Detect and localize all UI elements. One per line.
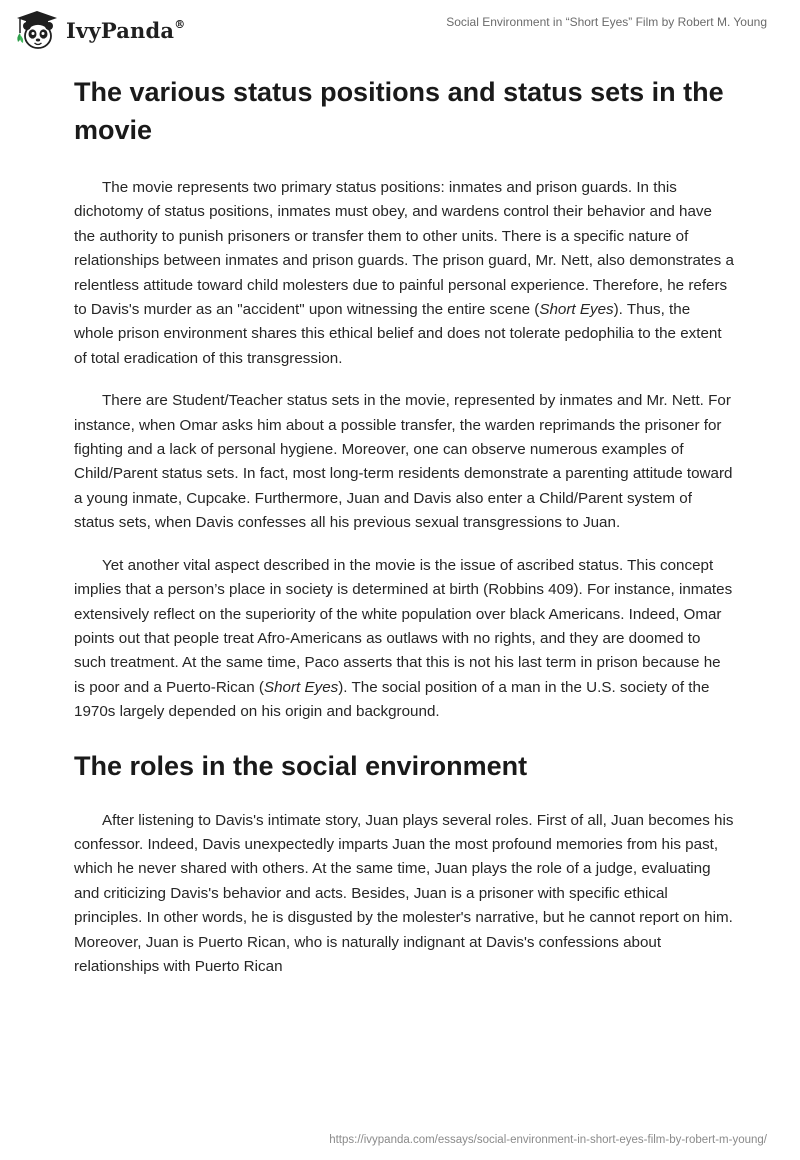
page-header bbox=[0, 0, 800, 60]
paragraph: Yet another vital aspect described in the movie is the issue of ascribed status. This concept implies that a person’s place in society is determined at birth (Robbins 409). For instance, inmates extensively reflect on the superiority of the white population over black Americans. Indeed, Omar points out that people treat Afro-Americans as outlaws with no rights, and they are doomed to such treatment. At the same time, Paco asserts that this is not his last term in prison because he is poor and a Puerto-Rican (Short Eyes). The social position of a man in the U.S. society of the 1970s largely depended on his origin and background. bbox=[74, 556, 733, 721]
section-heading-status: The various status positions and status sets in the movie bbox=[74, 77, 724, 145]
logo-wordmark: IvyPanda® bbox=[66, 17, 186, 43]
document-title: Social Environment in “Short Eyes” Film by Robert M. Young bbox=[446, 15, 767, 29]
paragraph: There are Student/Teacher status sets in the movie, represented by inmates and Mr. Nett. For instance, when Omar asks him about a possible transfer, the warden reprimands the prisoner for fighting and a lack of personal hygiene. Moreover, one can observe numerous examples of Child/Parent status sets. In fact, most long-term residents demonstrate a parenting attitude toward a young inmate, Cupcake. Furthermore, Juan and Davis also enter a Child/Parent system of status sets, when Davis confesses all his previous sexual transgressions to Juan. bbox=[74, 392, 733, 532]
citation-title: Short Eyes bbox=[263, 678, 339, 696]
section-heading-roles: The roles in the social environment bbox=[74, 750, 528, 781]
paragraph: The movie represents two primary status positions: inmates and prison guards. In this dichotomy of status positions, inmates must obey, and wardens control their behavior and have the authority to punish prisoners or transfer them to other units. There is a specific nature of relationships between inmates and prison guards. The prison guard, Mr. Nett, also demonstrates a relentless attitude toward child molesters due to painful personal experience. Therefore, he refers to Davis's murder as an "accident" upon witnessing the entire scene (Short Eyes). Thus, the whole prison environment shares this ethical belief and does not tolerate pedophilia to the extent of total eradication of this transgression. bbox=[74, 179, 734, 367]
essay-content bbox=[74, 70, 734, 979]
citation-title: Short Eyes bbox=[539, 301, 614, 319]
source-url-link[interactable]: https://ivypanda.com/essays/social-environment-in-short-eyes-film-by-robert-m-young/ bbox=[329, 1134, 767, 1146]
paragraph: After listening to Davis's intimate story, Juan plays several roles. First of all, Juan becomes his confessor. Indeed, Davis unexpectedly imparts Juan the most profound memories from his past, which he never shared with others. At the same time, Juan plays the role of a judge, evaluating and criticizing Davis's behavior and acts. Besides, Juan is a prisoner with specific ethical principles. In other words, he is disgusted by the molester's narrative, but he cannot report on him. Moreover, Juan is Puerto Rican, who is naturally indignant at Davis's confessions about relationships with Puerto Rican bbox=[74, 811, 734, 975]
ivypanda-logo[interactable] bbox=[14, 9, 185, 51]
panda-graduate-icon bbox=[14, 9, 60, 51]
